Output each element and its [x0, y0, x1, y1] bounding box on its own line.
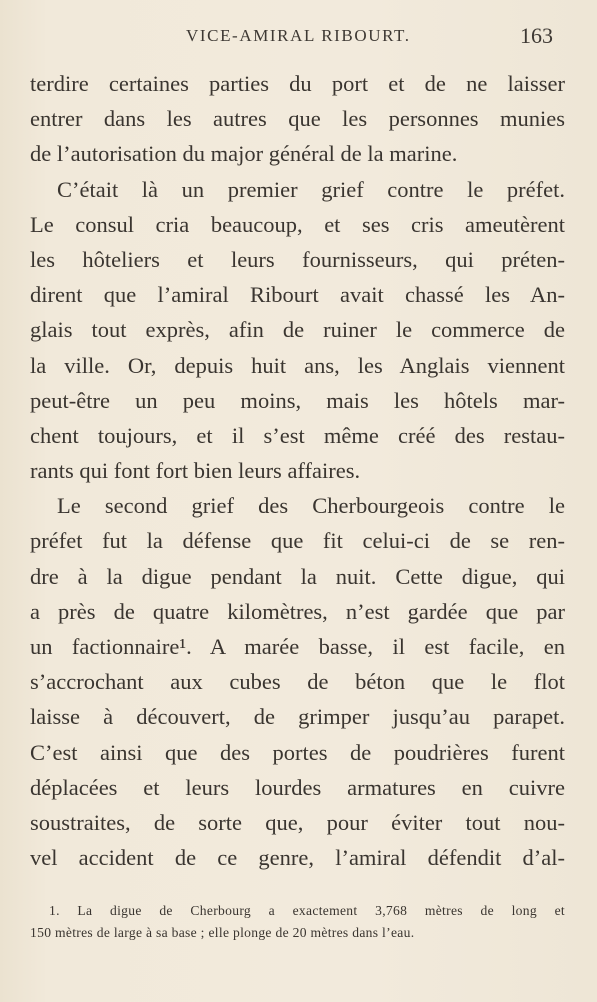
footnote-line: 1. La digue de Cherbourg a exactement 3,768 mètres de long et [49, 903, 565, 918]
text-line: dre à la digue pendant la nuit. Cette digue, qui [30, 563, 565, 589]
text-line: déplacées et leurs lourdes armatures en cuivre [30, 774, 565, 800]
running-title: VICE-AMIRAL RIBOURT. [186, 26, 411, 45]
text-line: peut-être un peu moins, mais les hôtels mar- [30, 387, 565, 413]
text-line: glais tout exprès, afin de ruiner le commerce de [30, 317, 565, 343]
text-line: Le second grief des Cherbourgeois contre le [57, 493, 565, 519]
text-line: dirent que l’amiral Ribourt avait chassé les An- [30, 282, 565, 308]
footnotes [30, 900, 565, 944]
text-line: terdire certaines parties du port et de ne laisser [30, 71, 565, 96]
page-number: 163 [520, 23, 553, 48]
text-line: C’est ainsi que des portes de poudrières furent [30, 739, 565, 765]
text-line: laisse à découvert, de grimper jusqu’au parapet. [30, 704, 565, 730]
body-text [30, 66, 565, 875]
text-line: préfet fut la défense que fit celui-ci de se ren- [30, 528, 565, 554]
text-line: s’accrochant aux cubes de béton que le flot [30, 669, 565, 695]
footnote-line: 150 mètres de large à sa base ; elle plonge de 20 mètres dans l’eau. [30, 925, 415, 940]
text-line: la ville. Or, depuis huit ans, les Anglais viennent [30, 352, 565, 378]
text-line: soustraites, de sorte que, pour éviter tout nou- [30, 809, 565, 835]
text-line: entrer dans les autres que les personnes munies [30, 106, 565, 132]
running-head [0, 20, 597, 54]
text-line: les hôteliers et leurs fournisseurs, qui préten- [30, 246, 565, 272]
text-line: rants qui font fort bien leurs affaires. [30, 458, 361, 484]
text-line: un factionnaire¹. A marée basse, il est facile, en [30, 634, 565, 659]
text-line: C’était là un premier grief contre le préfet. [57, 176, 565, 202]
text-line: de l’autorisation du major général de la marine. [30, 141, 458, 167]
text-line: chent toujours, et il s’est même créé des restau- [30, 422, 565, 448]
text-line: vel accident de ce genre, l’amiral défendit d’al- [30, 845, 565, 871]
text-line: a près de quatre kilomètres, n’est gardée que par [30, 598, 565, 624]
text-line: Le consul cria beaucoup, et ses cris ameutèrent [30, 211, 565, 237]
